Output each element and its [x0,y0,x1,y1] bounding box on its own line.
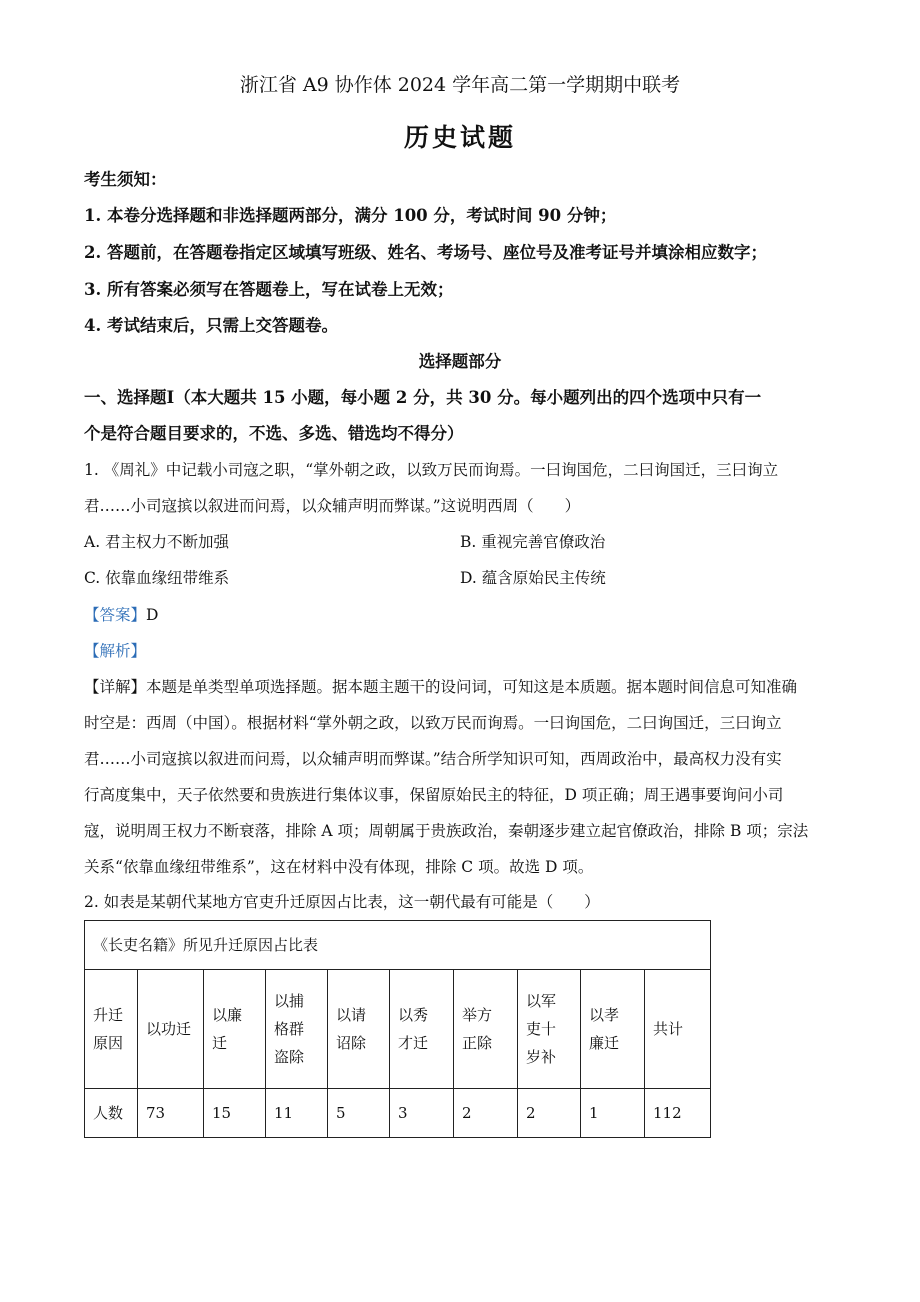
section-instruction: 一、选择题Ⅰ（本大题共 15 小题，每小题 2 分，共 30 分。每小题列出的四个选项中只有一 [84,388,762,407]
column-header: 以军吏十岁补 [518,970,581,1089]
detail-text: 本题是单类型单项选择题。据本题主题干的设问词，可知这是本质题。据本题时间信息可知准确 [146,678,798,696]
notice-heading: 考生须知： [84,170,167,189]
analysis-label: 【解析】 [84,642,147,660]
table-cell: 15 [204,1089,266,1138]
q1-answer [84,605,158,625]
table-row [85,1089,711,1138]
notice-item: 4. 考试结束后，只需上交答题卷。 [84,316,338,335]
q1-detail-line: 关系“依靠血缘纽带维系”，这在材料中没有体现，排除 C 项。故选 D 项。 [84,858,594,876]
column-header: 以捕格群盗除 [266,970,328,1089]
exam-title: 浙江省 A9 协作体 2024 学年高二第一学期期中联考 [239,74,681,96]
notice-item: 2. 答题前，在答题卷指定区域填写班级、姓名、考场号、座位号及准考证号并填涂相应数字； [84,243,767,262]
table-cell: 112 [645,1089,711,1138]
table-cell: 11 [266,1089,328,1138]
q1-detail-line: 寇，说明周王权力不断衰落，排除 A 项；周朝属于贵族政治，秦朝逐步建立起官僚政治，排除 B 项；宗法 [84,822,809,840]
answer-label: 【答案】 [84,606,147,624]
column-header: 以秀才迁 [390,970,454,1089]
table-header-row [85,970,711,1089]
column-header: 以廉迁 [204,970,266,1089]
column-header: 以请诏除 [328,970,390,1089]
subject-title: 历史试题 [403,123,516,152]
q1-option-c: C. 依靠血缘纽带维系 [84,569,230,587]
q1-detail-line [84,677,797,697]
table-cell: 2 [518,1089,581,1138]
table-caption: 《长吏名籍》所见升迁原因占比表 [85,921,711,970]
column-header: 以孝廉迁 [581,970,645,1089]
notice-item: 1. 本卷分选择题和非选择题两部分，满分 100 分，考试时间 90 分钟； [84,206,617,225]
detail-label: 【详解】 [84,678,147,696]
q2-stem: 2. 如表是某朝代某地方官吏升迁原因占比表，这一朝代最有可能是（ ） [84,893,600,911]
q1-option-b: B. 重视完善官僚政治 [460,533,606,551]
row-header: 升迁原因 [85,970,138,1089]
column-header: 共计 [645,970,711,1089]
q1-option-a: A. 君主权力不断加强 [84,533,230,551]
row-header: 人数 [85,1089,138,1138]
q1-option-d: D. 蕴含原始民主传统 [460,569,606,587]
section-instruction: 个是符合题目要求的，不选、多选、错选均不得分） [84,424,464,443]
notice-item: 3. 所有答案必须写在答题卷上，写在试卷上无效； [84,280,454,299]
q1-stem: 君……小司寇摈以叙进而问焉，以众辅声明而弊谋。”这说明西周（ ） [84,497,581,515]
column-header: 举方正除 [454,970,518,1089]
promotion-table [84,920,711,1138]
table-cell: 2 [454,1089,518,1138]
section-title: 选择题部分 [418,352,502,371]
q1-stem: 1. 《周礼》中记载小司寇之职，“掌外朝之政，以致万民而询焉。一曰询国危，二曰询国迁，三曰询立 [84,461,779,479]
table-cell: 3 [390,1089,454,1138]
column-header: 以功迁 [138,970,204,1089]
q1-detail-line: 时空是：西周（中国）。根据材料“掌外朝之政，以致万民而询焉。一曰询国危，二曰询国迁，三曰询立 [84,714,782,732]
q1-detail-line: 行高度集中，天子依然要和贵族进行集体议事，保留原始民主的特征，D 项正确；周王遇事要询问小司 [84,786,784,804]
answer-value: D [146,606,159,624]
table-cell: 1 [581,1089,645,1138]
table-cell: 73 [138,1089,204,1138]
q1-detail-line: 君……小司寇摈以叙进而问焉，以众辅声明而弊谋。”结合所学知识可知，西周政治中，最高权力没有实 [84,750,782,768]
table-cell: 5 [328,1089,390,1138]
